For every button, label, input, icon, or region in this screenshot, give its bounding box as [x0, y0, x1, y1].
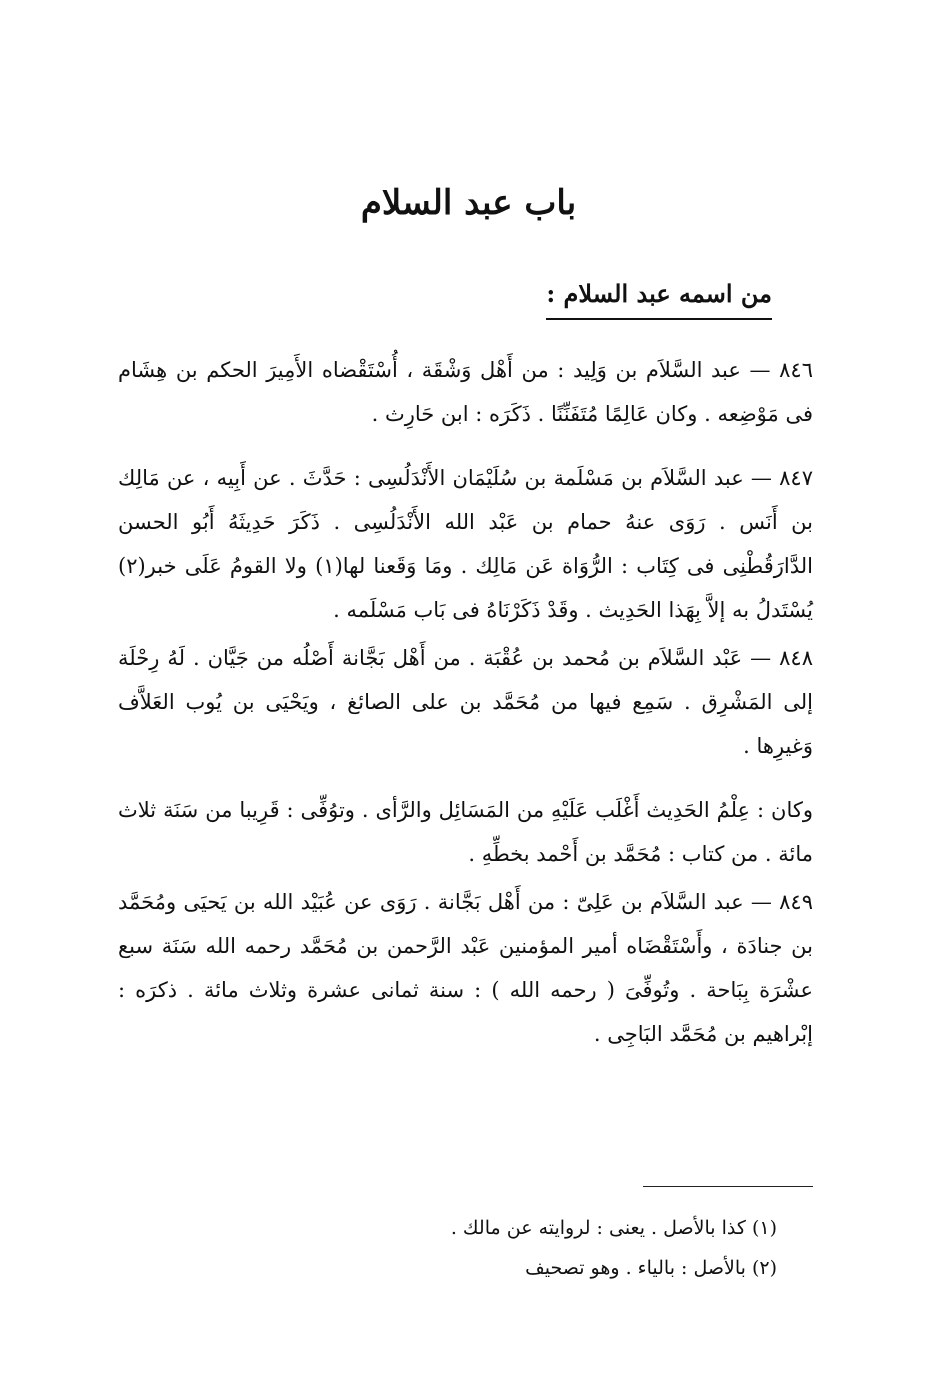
entry-846 — [118, 348, 813, 436]
footnote-2: (٢) بالأصل : بالياء . وهو تصحيف — [525, 1257, 777, 1279]
footnote-divider — [643, 1186, 813, 1187]
section-heading: من اسمه عبد السلام : — [546, 276, 772, 320]
entry-text: — عبد السَّلاَم بن عَلِىّ : من أَهْل بَجَّانة . رَوَى عن عُبَيْد الله بن يَحيَى ومُحَمَّد بن جنادَة ، وأَسْتَقْضَاه أمير المؤمنين عَبْد الرَّحمن بن مُحَمَّد رحمه الله سَنَة سبع عشْرَة بِبَاحة . وتُوفِّىَ ( رحمه الله ) : سنة ثمانى عشرة وثلاث مائة . ذكرَه : إبْراهيم بن مُحَمَّد البَاجِى . — [118, 890, 813, 1046]
footnotes — [217, 1208, 777, 1288]
entry-847 — [118, 456, 813, 632]
entry-number: ٨٤٩ — [779, 890, 813, 914]
entry-text: — عبد السَّلاَم بن مَسْلَمة بن سُلَيْمَان الأَنْدَلُسِى : حَدَّثَ . عن أَبِيه ، عن مَالِك بن أَنَس . رَوَى عنهُ حمام بن عَبْد الله الأَنْدَلُسِى . ذَكَرَ حَدِيثَهُ أَبُو الحسن الدَّارَقُطْنِى فى كِتَاب : الرُّوَاة عَن مَالِك . ومَا وَقَعنا لها(١) ولا القومُ عَلَى خبر(٢) يُسْتَدلُ به إلاَّ بِهَذا الحَدِيث . وقَدْ ذَكَرْنَاهُ فى بَاب مَسْلَمه . — [118, 466, 813, 622]
entry-849 — [118, 880, 813, 1056]
entry-text: — عبد السَّلاَم بن وَلِيد : من أَهْل وَشْقَة ، أُسْتَقْضاه الأَمِيرَ الحكم بن هِشَام فى مَوْضِعه . وكان عَالِمًا مُتَفَنِّنًا . ذَكَرَه : ابن حَارِث . — [118, 358, 813, 426]
entry-number: ٨٤٦ — [779, 358, 813, 382]
entry-number: ٨٤٧ — [779, 466, 813, 490]
chapter-title: باب عبد السلام — [360, 183, 577, 223]
body-text — [118, 348, 813, 1076]
entry-text: وكان : عِلْمُ الحَدِيث أَغْلَب عَلَيْهِ من المَسَائِل والرَّأى . وتوُفِّى : قَرِيبا من سَنَة ثلاث مائة . من كتاب : مُحَمَّد بن أَحْمد بخطِّهِ . — [118, 798, 813, 866]
entry-text: — عَبْد السَّلاَم بن مُحمد بن عُقْبَة . من أَهْل بَجَّانة أَصْلُه من جَيَّان . لَهُ رِحْلَة إلى المَشْرِق . سَمِع فيها من مُحَمَّد بن على الصائغ ، ويَحْيَى بن يُوب العَلاَّف وَغيرِها . — [118, 646, 813, 758]
footnote-1: (١) كذا بالأصل . يعنى : لروايته عن مالك . — [450, 1217, 777, 1239]
entry-848-continued — [118, 788, 813, 876]
entry-848 — [118, 636, 813, 768]
entry-number: ٨٤٨ — [779, 646, 813, 670]
